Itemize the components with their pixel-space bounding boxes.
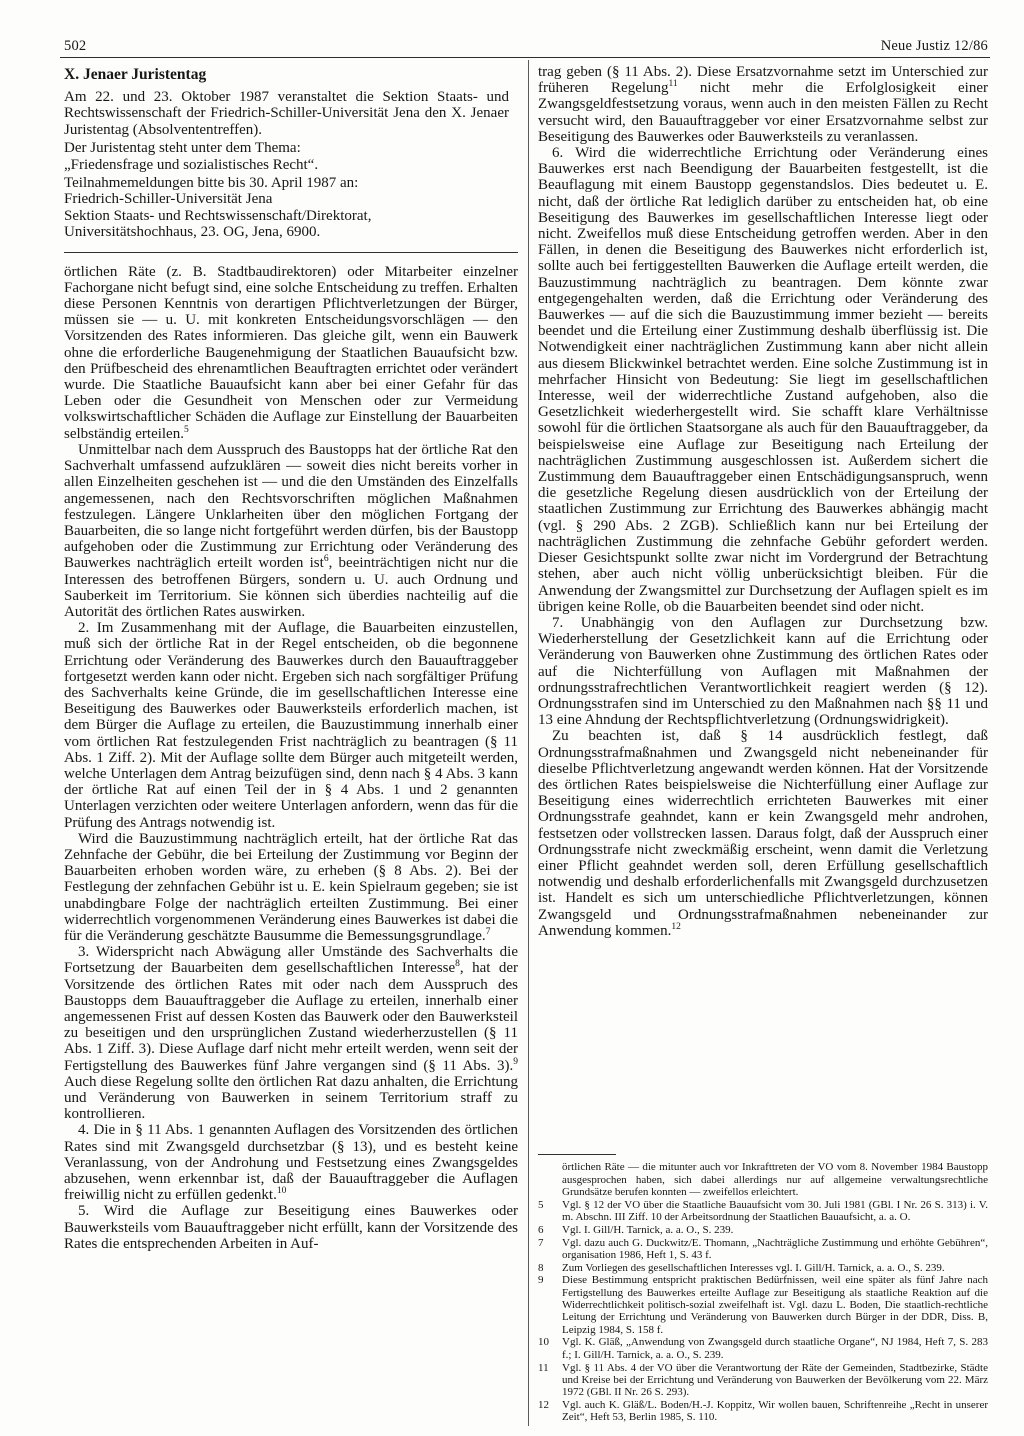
footnote-number: 8 (538, 1261, 544, 1274)
footnote (538, 1336, 988, 1361)
page-number: 502 (64, 38, 87, 54)
footnote (538, 1161, 988, 1198)
footnote-text: Vgl. I. Gill/H. Tarnick, a. a. O., S. 239. (562, 1223, 734, 1236)
column-divider (528, 60, 529, 1426)
announcement-box (64, 64, 518, 253)
body-paragraph (538, 728, 988, 939)
left-column (64, 64, 518, 1430)
text-run: örtlichen Räte (z. B. Stadtbaudirektoren) oder Mitarbeiter einzelner Fachorgane nicht befugt sind, eine solche Entscheidung zu treffen. Erhalten diese Personen Kenntnis von derartigen Pflichtverletzungen der Bürger, müssen sie — u. U. mit konkreten Entscheidungsvorschlägen — den Vorsitzenden des Rates informieren. Das gleiche gilt, wenn ein Bauwerk ohne die erforderliche Baugenehmigung der Staatlichen Bauaufsicht bzw. den Prüfbescheid des ehrenamtlichen Beauftragten errichtet oder verändert wurde. Die Staatliche Bauaufsicht kann aber bei einer Gefahr für das Leben oder die Gesundheit von Menschen oder zur Vermeidung volkswirtschaftlicher Schäden die Auflage zur Einstellung der Bauarbeiten selbständig erteilen. (64, 263, 518, 442)
text-run: 3. Widerspricht nach Abwägung aller Umstände des Sachverhalts die Fortsetzung der Bauarbeiten dem gesellschaftlichen Interesse (64, 944, 518, 977)
footnote-rule (538, 1154, 616, 1155)
body-paragraph (64, 1122, 518, 1203)
footnote (538, 1399, 988, 1424)
footnote-text: örtlichen Räte — die mitunter auch vor Inkrafttreten der VO vom 8. November 1984 Baustopp ausgesprochen haben, sich dabei allerdings nur auf allgemeine verwaltungsrechtliche Grundsätze berufen konnten — zweifellos erleichtert. (562, 1161, 988, 1198)
footnote-ref: 5 (183, 424, 189, 435)
body-paragraph (538, 64, 988, 145)
running-head (60, 36, 990, 58)
footnote-number (538, 1161, 562, 1198)
left-body-text (64, 264, 518, 1252)
text-run: 5. Wird die Auflage zur Beseitigung eines Bauwerkes oder Bauwerksteils vom Bauauftraggeber nicht erfüllt, kann der Vorsitzende des Rates die entsprechenden Arbeiten in Auf- (64, 1203, 518, 1252)
footnote-text: Zum Vorliegen des gesellschaftlichen Interesses vgl. I. Gill/H. Tarnick, a. a. O., S. 239. (562, 1261, 945, 1274)
footnote-ref: 11 (668, 79, 678, 90)
announcement-paragraph: Am 22. und 23. Oktober 1987 veranstaltet die Sektion Staats- und Rechtswissenschaft der Friedrich-Schiller-Universität Jena den X. Jenaer Juristentag (Absolvententreffen). (64, 89, 509, 138)
footnote-number: 6 (538, 1223, 544, 1236)
footnote-text: Diese Bestimmung entspricht praktischen Bedürfnissen, weil eine später als fünf Jahre nach Fertigstellung des Bauwerkes erteilte Auflage zur Beseitigung als staatliche Reaktion auf die Widerrechtlichkeit politisch-sozial zweifelhaft ist. Vgl. dazu L. Boden, Die staatlich-rechtliche Leitung der Errichtung und Veränderung von Bauwerken durch Bürger in der DDR, Diss. B, Leipzig 1984, S. 158 f. (562, 1274, 988, 1336)
right-body-text (538, 64, 988, 939)
footnote-text: Vgl. K. Gläß, „Anwendung von Zwangsgeld durch staatliche Organe“, NJ 1984, Heft 7, S. 283 f.; I. Gill/H. Tarnick, a. a. O., S. 239. (562, 1336, 988, 1361)
text-run: Unmittelbar nach dem Ausspruch des Baustopps hat der örtliche Rat den Sachverhalt umfassend aufzuklären — soweit dies nicht bereits vorher in allen Einzelheiten geschehen ist — und die den Umständen des Einzelfalls angemessenen, nach den Rechtsvorschriften möglichen Maßnahmen festzulegen. Längere Unklarheiten über den möglichen Fortgang der Bauarbeiten, die so lange nicht fortgeführt werden dürfen, bis der Baustopp aufgehoben oder die Zustimmung zur Errichtung oder Veränderung des Bauwerkes nachträglich erteilt worden ist (64, 441, 518, 572)
announcement-paragraph: Der Juristentag steht unter dem Thema: „Friedensfrage und sozialistisches Recht“. (64, 140, 319, 173)
footnote-number: 7 (538, 1236, 544, 1249)
announcement-paragraph: Teilnahmemeldungen bitte bis 30. April 1987 an: Friedrich-Schiller-Universität Jena Sektion Staats- und Rechtswissenschaft/Direktorat, Universitätshochhaus, 23. OG, Jena, 6900. (64, 175, 372, 241)
text-run: 2. Im Zusammenhang mit der Auflage, die Bauarbeiten einzustellen, muß sich der örtliche Rat in der Regel entscheiden, ob die begonnene Errichtung oder Veränderung des Bauwerkes durch den Bauauftraggeber fortgesetzt werden kann oder nicht. Ergeben sich nach sorgfältiger Prüfung des Sachverhalts keine Gründe, die im gesellschaftlichen Interesse eine Beseitigung des Bauwerkes oder Bauwerksteils erforderlich machen, ist dem Bürger die Auflage zu erteilen, die Bauzustimmung innerhalb einer vom örtlichen Rat festzulegenden Frist nachträglich zu beantragen (§ 11 Abs. 1 Ziff. 2). Mit der Auflage sollte dem Bürger auch mitgeteilt werden, welche Unterlagen dem Antrag beizufügen sind, denn nach § 4 Abs. 3 kann der örtliche Rat auf einen Teil der in § 4 Abs. 1 und 2 genannten Unterlagen verzichten oder weitere Unterlagen anfordern, wenn das für die Prüfung des Antrags notwendig ist. (64, 620, 518, 831)
body-paragraph (64, 264, 518, 442)
body-paragraph (64, 442, 518, 620)
text-run: trag geben (§ 11 Abs. 2). Diese Ersatzvornahme setzt im Unterschied zur früheren Regelung (538, 64, 988, 97)
journal-issue: Neue Justiz 12/86 (880, 38, 988, 54)
footnote-ref: 8 (455, 959, 460, 970)
footnote-number: 12 (538, 1398, 549, 1411)
footnote-text: Vgl. § 11 Abs. 4 der VO über die Verantwortung der Räte der Gemeinden, Stadtbezirke, Städte und Kreise bei der Errichtung und Veränderung von Bauwerken der Bevölkerung vom 22. März 1972 (GBl. II Nr. 26 S. 293). (562, 1361, 988, 1399)
footnote-text: Vgl. dazu auch G. Duckwitz/E. Thomann, „Nachträgliche Zustimmung und erhöhte Gebühren“, organisation 1986, Heft 1, S. 43 f. (562, 1236, 988, 1261)
text-run: , hat der Vorsitzende des örtlichen Rates mit oder nach dem Ausspruch des Baustopps dem Bauauftraggeber die Auflage zu erteilen, innerhalb einer angemessenen Frist auf dessen Kosten das Bauwerk oder den Bauwerksteil zu beseitigen und den ursprünglichen Zustand wiederherzustellen (§ 11 Abs. 1 Ziff. 3). Diese Auflage darf nicht mehr erteilt werden, wenn seit der Fertigstellung des Bauwerkes fünf Jahre vergangen sind (§ 11 Abs. 3). (64, 960, 518, 1074)
footnote-text: Vgl. § 12 der VO über die Staatliche Bauaufsicht vom 30. Juli 1981 (GBl. I Nr. 26 S. 313) i. V. m. Abschn. III Ziff. 10 der Arbeitsordnung der Staatlichen Bauaufsicht, a. a. O. (562, 1198, 988, 1223)
body-paragraph (538, 615, 988, 728)
footnote (538, 1274, 988, 1335)
body-paragraph (64, 831, 518, 944)
footnote-number: 10 (538, 1336, 549, 1349)
right-column (538, 64, 988, 1430)
text-run: Wird die Bauzustimmung nachträglich erteilt, hat der örtliche Rat das Zehnfache der Gebühr, die bei Erteilung der Zustimmung vor Beginn der Bauarbeiten erhoben worden wäre, zu erheben (§ 8 Abs. 2). Bei der Festlegung der zehnfachen Gebühr ist u. E. kein Spielraum gegeben; sie ist unabdingbare Folge der nachträglich erteilten Zustimmung. Bei einer widerrechtlich vorgenommenen Veränderung eines Bauwerkes ist dabei die für die Veränderung geschätzte Bausumme die Bemessungsgrundlage. (64, 830, 518, 944)
body-paragraph (64, 944, 518, 1122)
footnote-ref: 6 (323, 554, 329, 565)
footnote-text: Vgl. auch K. Gläß/L. Boden/H.-J. Koppitz, Wir wollen bauen, Schriftenreihe „Recht in unserer Zeit“, Heft 53, Berlin 1985, S. 110. (562, 1398, 988, 1424)
footnote-ref: 7 (485, 926, 491, 937)
body-paragraph (64, 1203, 518, 1252)
text-run: Zu beachten ist, daß § 14 ausdrücklich festlegt, daß Ordnungsstrafmaßnahmen und Zwangsgeld nicht nebeneinander für dieselbe Pflichtverletzung angewandt werden können. Hat der Vorsitzende des örtlichen Rates beispielsweise die Nichterfüllung einer Auflage zur Beseitigung eines widerrechtlich errichteten Bauwerkes mit einer Ordnungsstrafe geahndet, kann er kein Zwangsgeld mehr androhen, festsetzen oder vollstrecken lassen. Daraus folgt, daß der Ausspruch einer Ordnungsstrafe nicht zweckmäßig erscheint, wenn damit die Verletzung einer Pflicht geahndet werden soll, deren Erfüllung gesellschaftlich notwendig und deshalb erforderlichenfalls mit Zwangsgeld durchzusetzen ist. Handelt es sich um unterschiedliche Pflichtverletzungen, können Zwangsgeld und Ordnungsstrafmaßnahmen nebeneinander zur Anwendung kommen. (538, 728, 988, 939)
text-run: 6. Wird die widerrechtliche Errichtung oder Veränderung eines Bauwerkes erst nach Beendigung der Bauarbeiten festgestellt, ist die Beauflagung mit einem Baustopp gegenstandslos. Dies bedeutet u. E. nicht, daß der örtliche Rat lediglich darüber zu entscheiden hat, ob eine Beseitigung des Bauwerkes im gesellschaftlichen Interesse liegt oder nicht. Zweifellos muß diese Entscheidung getroffen werden. Aber in den Fällen, in denen die Beseitigung des Bauwerkes nicht erforderlich ist, sollte auch bei fertiggestellten Bauwerken die Auflage erteilt werden, die Bauzustimmung nachträglich zu beantragen. Dem könnte zwar entgegengehalten werden, daß die Errichtung oder Veränderung des Bauwerkes — auf die sich die Bauzustimmung immer bezieht — bereits beendet und die Erteilung einer Zustimmung deshalb überflüssig ist. Die Notwendigkeit einer nachträglichen Zustimmung kann aber nicht allein aus diesem Blickwinkel betrachtet werden. Eine solche Zustimmung ist in mehrfacher Hinsicht von Bedeutung: Sie liegt im gesellschaftlichen Interesse, weil der widerrechtliche Zustand aufgehoben, also die Gesetzlichkeit wiederhergestellt wird. Sie schafft klare Verhältnisse sowohl für die örtlichen Staatsorgane als auch für den Bauauftraggeber, da beispielsweise eine Auflage zur Beseitigung nach Erteilung der nachträglichen Zustimmung ausgeschlossen ist. Außerdem sichert die Zustimmung dem Bauauftraggeber einen Entschädigungsanspruch, wenn die gesetzliche Regelung diesen ausdrücklich von der Erteilung der staatlichen Zustimmung zur Errichtung des Bauwerkes abhängig macht (vgl. § 290 Abs. 2 ZGB). Schließlich kann nur bei Erteilung der nachträglichen Zustimmung die zehnfache Gebühr gefordert werden. Dieser Gesichtspunkt sollte zwar nicht im Vordergrund der Betrachtung stehen, aber auch nicht völlig unberücksichtigt bleiben. Für die Anwendung der Zwangsmittel zur Durchsetzung der Auflagen spielt es im übrigen keine Rolle, ob die Bauarbeiten beendet sind oder nicht. (538, 145, 988, 615)
footnote-number: 9 (538, 1274, 544, 1287)
text-run: 7. Unabhängig von den Auflagen zur Durchsetzung bzw. Wiederherstellung der Gesetzlichkeit kann auf die Errichtung oder Veränderung von Bauwerken ohne Zustimmung des örtlichen Rates oder auf die Nichterfüllung von Auflagen mit Maßnahmen der ordnungsstrafrechtlichen Verantwortlichkeit reagiert werden (§ 12). Ordnungsstrafen sind im Unterschied zu den Maßnahmen nach §§ 11 und 13 eine Ahndung der Rechtspflichtverletzung (Ordnungswidrigkeit). (538, 614, 988, 729)
footnote-ref: 9 (513, 1056, 518, 1067)
text-columns (64, 64, 988, 1430)
footnote-ref: 10 (276, 1186, 287, 1197)
footnote (538, 1237, 988, 1262)
text-run: 4. Die in § 11 Abs. 1 genannten Auflagen des Vorsitzenden des örtlichen Rates sind mit Zwangsgeld durchsetzbar (§ 13), und es besteht keine Veranlassung, von der Androhung und Festsetzung eines Zwangsgeldes abzusehen, wenn erkennbar ist, daß der Bauauftraggeber die Auflagen freiwillig nicht zu erfüllen gedenkt. (64, 1122, 518, 1204)
footnote-ref: 12 (671, 921, 681, 932)
body-paragraph (538, 145, 988, 615)
body-paragraph (64, 620, 518, 831)
footnotes (538, 1154, 988, 1424)
text-run: , beeinträchtigen nicht nur die Interessen des betroffenen Bürgers, sondern u. U. auch Ordnung und Sauberkeit im Territorium. Sie können sich überdies nachteilig auf die Autorität des örtlichen Rates auswirken. (64, 555, 518, 620)
footnote-number: 5 (538, 1198, 544, 1211)
footnote (538, 1199, 988, 1224)
announcement-heading: X. Jenaer Juristentag (64, 66, 207, 83)
text-run: nicht mehr die Erfolglosigkeit einer Zwangsgeldfestsetzung voraus, wenn auch in den meisten Fällen zu Recht versucht wird, den Bauauftraggeber vor einer Ersatzvornahme selbst zur Beseitigung des Bauwerkes oder Bauwerksteils zu veranlassen. (538, 80, 988, 145)
footnote (538, 1362, 988, 1399)
text-run: Auch diese Regelung sollte den örtlichen Rat dazu anhalten, die Errichtung und Veränderung von Bauwerken in seinem Territorium straff zu kontrollieren. (64, 1073, 518, 1123)
footnote-number: 11 (538, 1361, 549, 1374)
footnote (538, 1262, 988, 1274)
footnote (538, 1224, 988, 1236)
